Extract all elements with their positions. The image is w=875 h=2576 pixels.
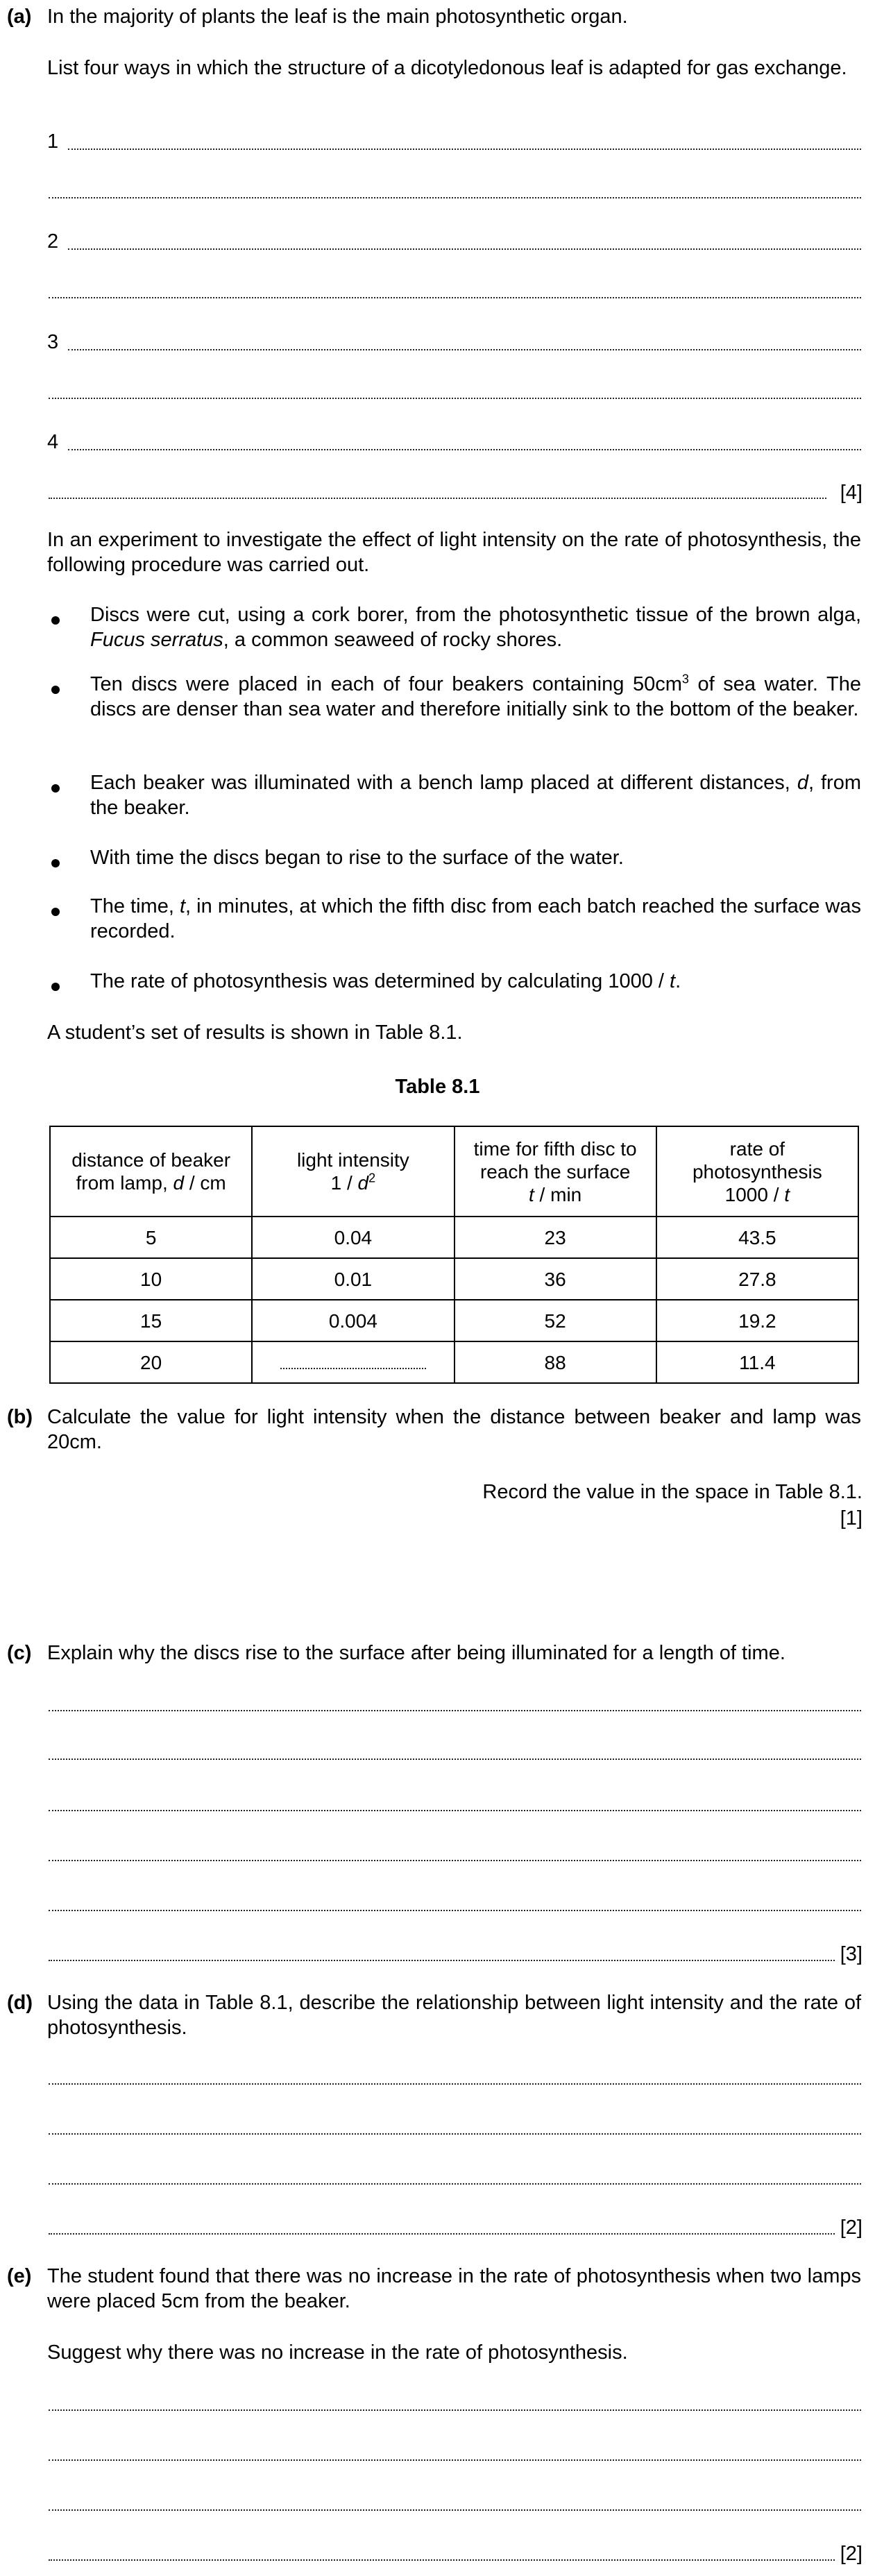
table-cell: 5 xyxy=(50,1217,252,1258)
answer-line[interactable] xyxy=(49,498,826,499)
answer-line[interactable] xyxy=(49,2133,861,2135)
table-row xyxy=(50,1217,858,1258)
bullet-3 xyxy=(90,770,861,820)
part-b-question: Calculate the value for light intensity when the distance between beaker and lamp was 20cm. xyxy=(47,1406,861,1453)
answer-line[interactable] xyxy=(49,1860,861,1861)
answer-number-1: 1 xyxy=(47,130,59,153)
answer-line[interactable] xyxy=(49,2083,861,2085)
answer-line[interactable] xyxy=(49,297,861,298)
bullet-dot xyxy=(51,616,60,625)
table-cell: 43.5 xyxy=(656,1217,858,1258)
part-e-marks: [2] xyxy=(840,2543,863,2565)
part-c-question: Explain why the discs rise to the surface after being illuminated for a length of time. xyxy=(47,1642,785,1664)
table-cell: 0.01 xyxy=(252,1258,454,1300)
header-time: time for fifth disc to reach the surface t / min xyxy=(455,1126,656,1217)
answer-line[interactable] xyxy=(49,1759,861,1760)
part-d-question: Using the data in Table 8.1, describe the relationship between light intensity and the rate of photosynthesis. xyxy=(47,1992,861,2039)
answer-line[interactable] xyxy=(49,2459,861,2461)
header-rate: rate of photosynthesis 1000 / t xyxy=(656,1126,858,1217)
table-cell: 0.004 xyxy=(252,1300,454,1341)
table-cell: 20 xyxy=(50,1341,252,1383)
bullet-6-text: The rate of photosynthesis was determined by calculating 1000 / t. xyxy=(90,970,681,992)
table-cell: 52 xyxy=(455,1300,656,1341)
part-e-statement: The student found that there was no increase in the rate of photosynthesis when two lamps were placed 5cm from the beaker. xyxy=(47,2265,861,2312)
answer-line[interactable] xyxy=(68,449,861,450)
table-header-row xyxy=(50,1126,858,1217)
answer-line[interactable] xyxy=(68,149,861,150)
answer-line[interactable] xyxy=(49,2509,861,2511)
part-b-instruction: Record the value in the space in Table 8.1. xyxy=(482,1481,863,1503)
header-distance: distance of beaker from lamp, d / cm xyxy=(50,1126,252,1217)
part-a-intro: In the majority of plants the leaf is the main photosynthetic organ. xyxy=(47,6,628,28)
part-a-question: List four ways in which the structure of a dicotyledonous leaf is adapted for gas exchange. xyxy=(47,57,847,79)
answer-line[interactable] xyxy=(68,248,861,250)
answer-line[interactable] xyxy=(49,197,861,198)
bullet-6 xyxy=(90,969,861,994)
answer-line[interactable] xyxy=(49,1910,861,1911)
bullet-dot xyxy=(51,784,60,793)
bullet-1-text: Discs were cut, using a cork borer, from the photosynthetic tissue of the brown alga, Fucus serratus, a common seaweed of rocky shores. xyxy=(90,604,861,651)
part-c-marks: [3] xyxy=(840,1943,863,1965)
bullet-4: With time the discs began to rise to the surface of the water. xyxy=(90,847,624,869)
bullet-dot xyxy=(51,686,60,694)
answer-line[interactable] xyxy=(49,2233,835,2235)
answer-line[interactable] xyxy=(49,2409,861,2411)
part-a-label: (a) xyxy=(7,6,32,28)
light-intensity-answer-space[interactable] xyxy=(280,1354,426,1369)
bullet-dot xyxy=(51,983,60,991)
table-cell: 0.04 xyxy=(252,1217,454,1258)
table-title: Table 8.1 xyxy=(395,1076,480,1098)
light-intensity-answer-cell[interactable] xyxy=(252,1341,454,1383)
part-c-label: (c) xyxy=(7,1642,32,1664)
experiment-intro: In an experiment to investigate the effect of light intensity on the rate of photosynthesis, the following procedure was carried out. xyxy=(47,529,861,576)
table-cell: 27.8 xyxy=(656,1258,858,1300)
bullet-1 xyxy=(90,602,861,652)
part-e-question: Suggest why there was no increase in the rate of photosynthesis. xyxy=(47,2341,628,2364)
answer-line[interactable] xyxy=(49,1710,861,1711)
part-a-marks: [4] xyxy=(840,482,863,504)
table-cell: 36 xyxy=(455,1258,656,1300)
part-e-label: (e) xyxy=(7,2265,32,2287)
table-cell: 19.2 xyxy=(656,1300,858,1341)
table-row xyxy=(50,1258,858,1300)
bullet-dot xyxy=(51,908,60,916)
part-d-label: (d) xyxy=(7,1992,33,2014)
header-light-intensity: light intensity $1 / d^2$ xyxy=(252,1126,454,1217)
results-table xyxy=(49,1126,859,1384)
answer-line[interactable] xyxy=(49,1810,861,1811)
part-d-marks: [2] xyxy=(840,2217,863,2239)
table-row xyxy=(50,1341,858,1383)
answer-number-4: 4 xyxy=(47,431,59,453)
table-cell: 15 xyxy=(50,1300,252,1341)
bullet-5-text: The time, t, in minutes, at which the fifth disc from each batch reached the surface was recorded. xyxy=(90,895,861,942)
table-cell: 10 xyxy=(50,1258,252,1300)
answer-line[interactable] xyxy=(49,1960,835,1961)
part-b-label: (b) xyxy=(7,1406,33,1428)
answer-line[interactable] xyxy=(49,398,861,399)
table-row xyxy=(50,1300,858,1341)
table-cell: 88 xyxy=(455,1341,656,1383)
bullet-2 xyxy=(90,672,861,722)
table-cell: 23 xyxy=(455,1217,656,1258)
answer-number-3: 3 xyxy=(47,331,59,353)
answer-line[interactable] xyxy=(49,2183,861,2185)
bullet-dot xyxy=(51,859,60,867)
bullet-3-text: Each beaker was illuminated with a bench lamp placed at different distances, d, from the beaker. xyxy=(90,772,861,819)
answer-line[interactable] xyxy=(49,2559,835,2561)
answer-line[interactable] xyxy=(68,349,861,350)
bullet-5 xyxy=(90,894,861,944)
results-intro: A student’s set of results is shown in Table 8.1. xyxy=(47,1022,463,1044)
table-cell: 11.4 xyxy=(656,1341,858,1383)
bullet-2-text: Ten discs were placed in each of four beakers containing $50cm^3$ of sea water. The discs are denser than sea water and therefore initially sink to the bottom of the beaker. xyxy=(90,672,861,720)
part-b-marks: [1] xyxy=(840,1507,863,1530)
answer-number-2: 2 xyxy=(47,230,59,253)
